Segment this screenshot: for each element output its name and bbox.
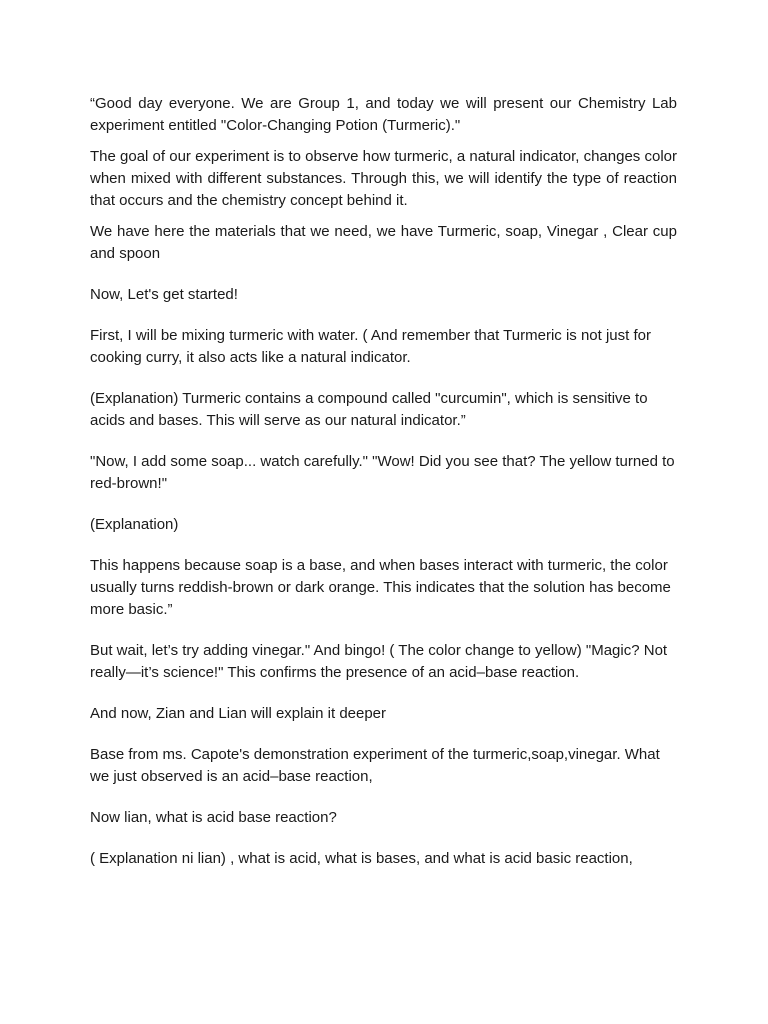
paragraph-question: Now lian, what is acid base reaction? (90, 809, 337, 826)
paragraph-base-explanation: This happens because soap is a base, and when bases interact with turmeric, the color usually turns reddish-brown or dark orange. This indicates that the solution has become more basic.” (90, 557, 671, 618)
paragraph-soap: "Now, I add some soap... watch carefully." "Wow! Did you see that? The yellow turned to red-brown!" (90, 453, 675, 492)
paragraph-vinegar: But wait, let’s try adding vinegar." And bingo! ( The color change to yellow) "Magic? Not really—it’s science!" This confirms the presence of an acid–base reaction. (90, 642, 668, 681)
paragraph-intro: “Good day everyone. We are Group 1, and today we will present our Chemistry Lab experiment entitled "Color-Changing Potion (Turmeric)." (90, 95, 677, 134)
paragraph-explanation-label: (Explanation) (90, 516, 179, 533)
paragraph-curcumin: (Explanation) Turmeric contains a compound called "curcumin", which is sensitive to acids and bases. This will serve as our natural indicator.” (90, 390, 648, 429)
paragraph-start: Now, Let's get started! (90, 286, 238, 303)
paragraph-final-explanation: ( Explanation ni lian) , what is acid, what is bases, and what is acid basic reaction, (90, 850, 633, 867)
paragraph-demonstration: Base from ms. Capote's demonstration experiment of the turmeric,soap,vinegar. What we just observed is an acid–base reaction, (90, 746, 660, 785)
document-page (90, 93, 677, 870)
paragraph-transition: And now, Zian and Lian will explain it deeper (90, 705, 387, 722)
paragraph-materials: We have here the materials that we need, we have Turmeric, soap, Vinegar , Clear cup and spoon (90, 223, 677, 262)
paragraph-mixing: First, I will be mixing turmeric with water. ( And remember that Turmeric is not just for cooking curry, it also acts like a natural indicator. (90, 327, 651, 366)
paragraph-goal: The goal of our experiment is to observe how turmeric, a natural indicator, changes color when mixed with different substances. Through this, we will identify the type of reaction that occurs and the chemistry concept behind it. (90, 148, 677, 209)
